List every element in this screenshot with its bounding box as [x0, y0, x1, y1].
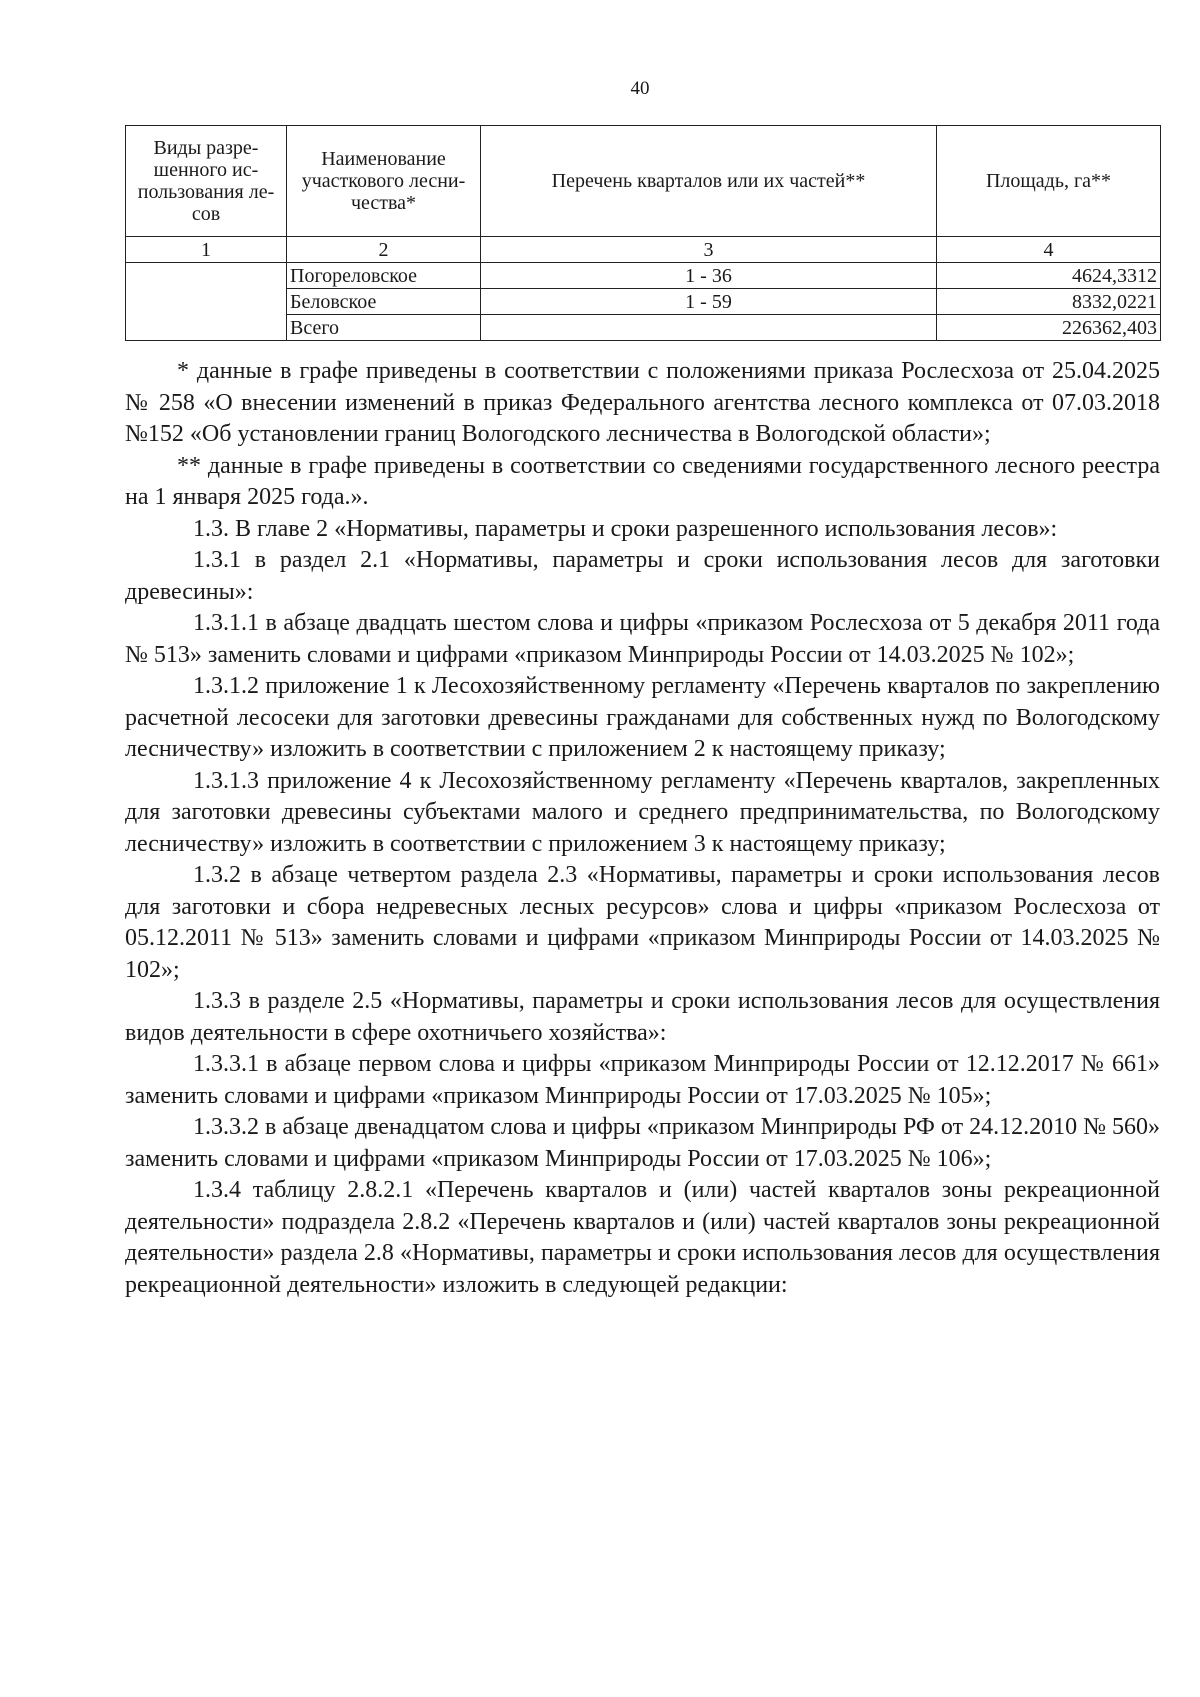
header-usage-kind: Виды разре-шенного ис-пользования ле-сов [126, 126, 287, 237]
clause-1-3-1-1: 1.3.1.1 в абзаце двадцать шестом слова и цифры «приказом Рослесхоза от 5 декабря 2011 года № 513» заменить словами и цифрами «приказом Минприроды России от 14.03.2025 № 102»; [125, 610, 1160, 668]
forest-plot-table [125, 125, 1161, 341]
clause-1-3-3-1: 1.3.3.1 в абзаце первом слова и цифры «приказом Минприроды России от 12.12.2017 № 661» заменить словами и цифрами «приказом Минприроды России от 17.03.2025 № 105»; [125, 1051, 1160, 1109]
total-label-cell: Всего [287, 315, 481, 341]
column-number: 2 [287, 237, 481, 263]
column-number: 3 [481, 237, 937, 263]
district-name-cell: Беловское [287, 289, 481, 315]
column-number: 4 [937, 237, 1161, 263]
column-number: 1 [126, 237, 287, 263]
document-body [125, 356, 1160, 1301]
district-name-cell: Погореловское [287, 263, 481, 289]
header-quarters-list: Перечень кварталов или их частей** [481, 126, 937, 237]
footnote-single-star: * данные в графе приведены в соответствии с положениями приказа Рослесхоза от 25.04.2025 № 258 «О внесении изменений в приказ Федерального агентства лесного комплекса от 07.03.2018 №152 «Об установлении границ Вологодского лесничества в Вологодской области»; [125, 358, 1160, 447]
clause-1-3: 1.3. В главе 2 «Нормативы, параметры и сроки разрешенного использования лесов»: [193, 515, 1058, 542]
table-row [126, 263, 1161, 289]
column-number-row [126, 237, 1161, 263]
clause-1-3-3-2: 1.3.3.2 в абзаце двенадцатом слова и цифры «приказом Минприроды РФ от 24.12.2010 № 560» заменить словами и цифрами «приказом Минприроды России от 17.03.2025 № 106»; [125, 1114, 1160, 1172]
clause-1-3-2: 1.3.2 в абзаце четвертом раздела 2.3 «Нормативы, параметры и сроки использования лесов для заготовки и сбора недревесных лесных ресурсов» слова и цифры «приказом Рослесхоза от 05.12.2011 № 513» заменить словами и цифрами «приказом Минприроды России от 14.03.2025 № 102»; [125, 862, 1160, 983]
table-header-row [126, 126, 1161, 237]
footnote-double-star: ** данные в графе приведены в соответствии со сведениями государственного лесного реестра на 1 января 2025 года.». [125, 452, 1160, 510]
area-cell: 4624,3312 [937, 263, 1161, 289]
page-number: 40 [630, 78, 650, 99]
header-district-name: Наименование участкового лесни-чества* [287, 126, 481, 237]
clause-1-3-1: 1.3.1 в раздел 2.1 «Нормативы, параметры и сроки использования лесов для заготовки древесины»: [125, 547, 1160, 605]
quarters-cell [481, 315, 937, 341]
clause-1-3-4: 1.3.4 таблицу 2.8.2.1 «Перечень кварталов и (или) частей кварталов зоны рекреационной деятельности» подраздела 2.8.2 «Перечень кварталов и (или) частей кварталов зоны рекреационной деятельности» раздела 2.8 «Нормативы, параметры и сроки использования лесов для осуществления рекреационной деятельности» изложить в следующей редакции: [125, 1177, 1160, 1298]
clause-1-3-1-2: 1.3.1.2 приложение 1 к Лесохозяйственному регламенту «Перечень кварталов по закреплению расчетной лесосеки для заготовки древесины гражданами для собственных нужд по Вологодскому лесничеству» изложить в соответствии с приложением 2 к настоящему приказу; [125, 673, 1160, 762]
quarters-cell: 1 - 59 [481, 289, 937, 315]
clause-1-3-3: 1.3.3 в разделе 2.5 «Нормативы, параметры и сроки использования лесов для осуществления видов деятельности в сфере охотничьего хозяйства»: [125, 988, 1160, 1046]
header-area: Площадь, га** [937, 126, 1161, 237]
quarters-cell: 1 - 36 [481, 263, 937, 289]
usage-kind-cell [126, 263, 287, 341]
total-area-cell: 226362,403 [937, 315, 1161, 341]
clause-1-3-1-3: 1.3.1.3 приложение 4 к Лесохозяйственному регламенту «Перечень кварталов, закрепленных для заготовки древесины субъектами малого и среднего предпринимательства, по Вологодскому лесничеству» изложить в соответствии с приложением 3 к настоящему приказу; [125, 767, 1160, 857]
area-cell: 8332,0221 [937, 289, 1161, 315]
